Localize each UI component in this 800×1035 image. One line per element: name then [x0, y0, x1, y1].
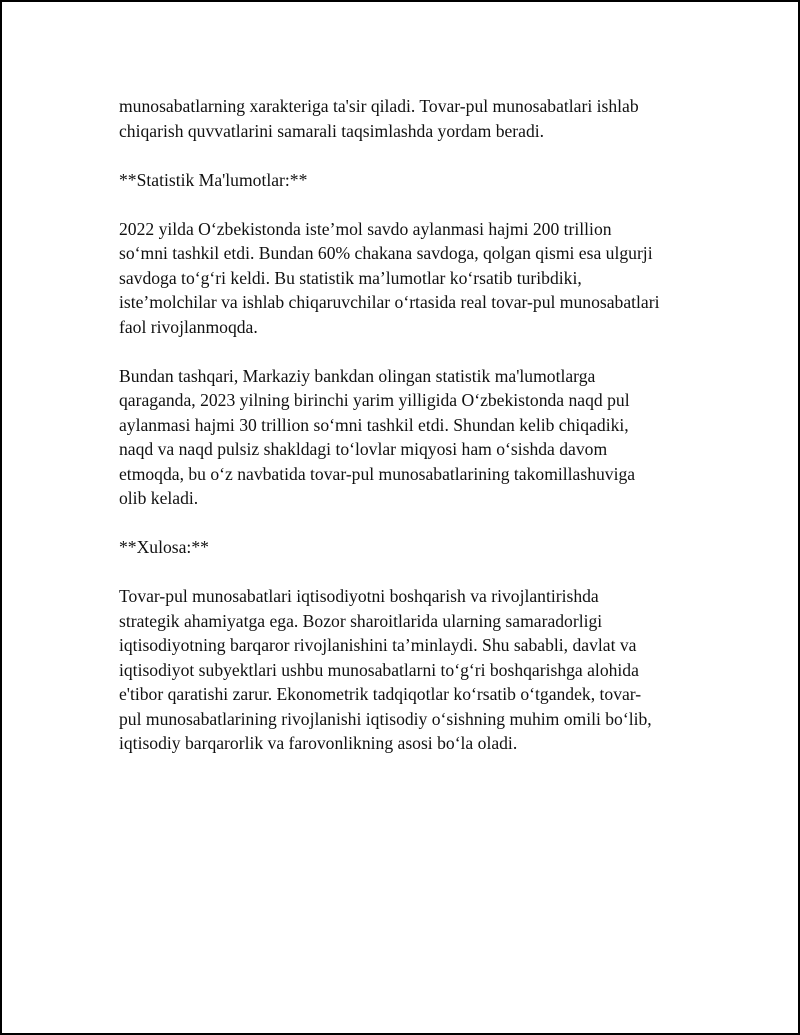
text-line: e'tibor qaratishi zarur. Ekonometrik tadqiqotlar ko‘rsatib o‘tgandek, tovar-: [119, 684, 642, 704]
text-line: iqtisodiyotning barqaror rivojlanishini ta’minlaydi. Shu sababli, davlat va: [119, 635, 637, 655]
paragraph-conclusion: [119, 584, 709, 756]
paragraph-statistics-2023: [119, 364, 709, 511]
document-body: [119, 94, 709, 780]
text-line: etmoqda, bu o‘z navbatida tovar-pul munosabatlarining takomillashuviga: [119, 463, 636, 484]
text-line: Tovar-pul munosabatlari iqtisodiyotni boshqarish va rivojlantirishda: [119, 586, 599, 606]
heading-text: **Statistik Ma'lumotlar:**: [119, 169, 308, 190]
paragraph-statistics-2022: [119, 217, 709, 340]
text-line: iste’molchilar va ishlab chiqaruvchilar o‘rtasida real tovar-pul munosabatlari: [119, 292, 660, 312]
text-line: strategik ahamiyatga ega. Bozor sharoitlarida ularning samaradorligi: [119, 610, 603, 631]
text-line: naqd va naqd pulsiz shakldagi to‘lovlar miqyosi ham o‘sishda davom: [119, 439, 608, 459]
text-line: faol rivojlanmoqda.: [119, 316, 258, 337]
text-line: iqtisodiyot subyektlari ushbu munosabatlarni to‘g‘ri boshqarishga alohida: [119, 659, 639, 680]
section-heading-conclusion: [119, 535, 709, 560]
text-line: so‘mni tashkil etdi. Bundan 60% chakana savdoga, qolgan qismi esa ulgurji: [119, 243, 653, 263]
text-line: pul munosabatlarining rivojlanishi iqtisodiy o‘sishning muhim omili bo‘lib,: [119, 708, 652, 729]
text-line: 2022 yilda O‘zbekistonda iste’mol savdo aylanmasi hajmi 200 trillion: [119, 218, 612, 239]
text-line: chiqarish quvvatlarini samarali taqsimlashda yordam beradi.: [119, 120, 545, 141]
text-line: munosabatlarning xarakteriga ta'sir qiladi. Tovar-pul munosabatlari ishlab: [119, 96, 639, 116]
section-heading-statistics: [119, 168, 709, 193]
text-line: Bundan tashqari, Markaziy bankdan olingan statistik ma'lumotlarga: [119, 365, 596, 386]
heading-text: **Xulosa:**: [119, 537, 209, 557]
paragraph-intro-continuation: [119, 94, 709, 143]
text-line: savdoga to‘g‘ri keldi. Bu statistik ma’lumotlar ko‘rsatib turibdiki,: [119, 267, 582, 288]
text-line: aylanmasi hajmi 30 trillion so‘mni tashkil etdi. Shundan kelib chiqadiki,: [119, 414, 629, 435]
text-line: olib keladi.: [119, 488, 199, 508]
text-line: iqtisodiy barqarorlik va farovonlikning asosi bo‘la oladi.: [119, 733, 518, 753]
text-line: qaraganda, 2023 yilning birinchi yarim yilligida O‘zbekistonda naqd pul: [119, 390, 630, 410]
